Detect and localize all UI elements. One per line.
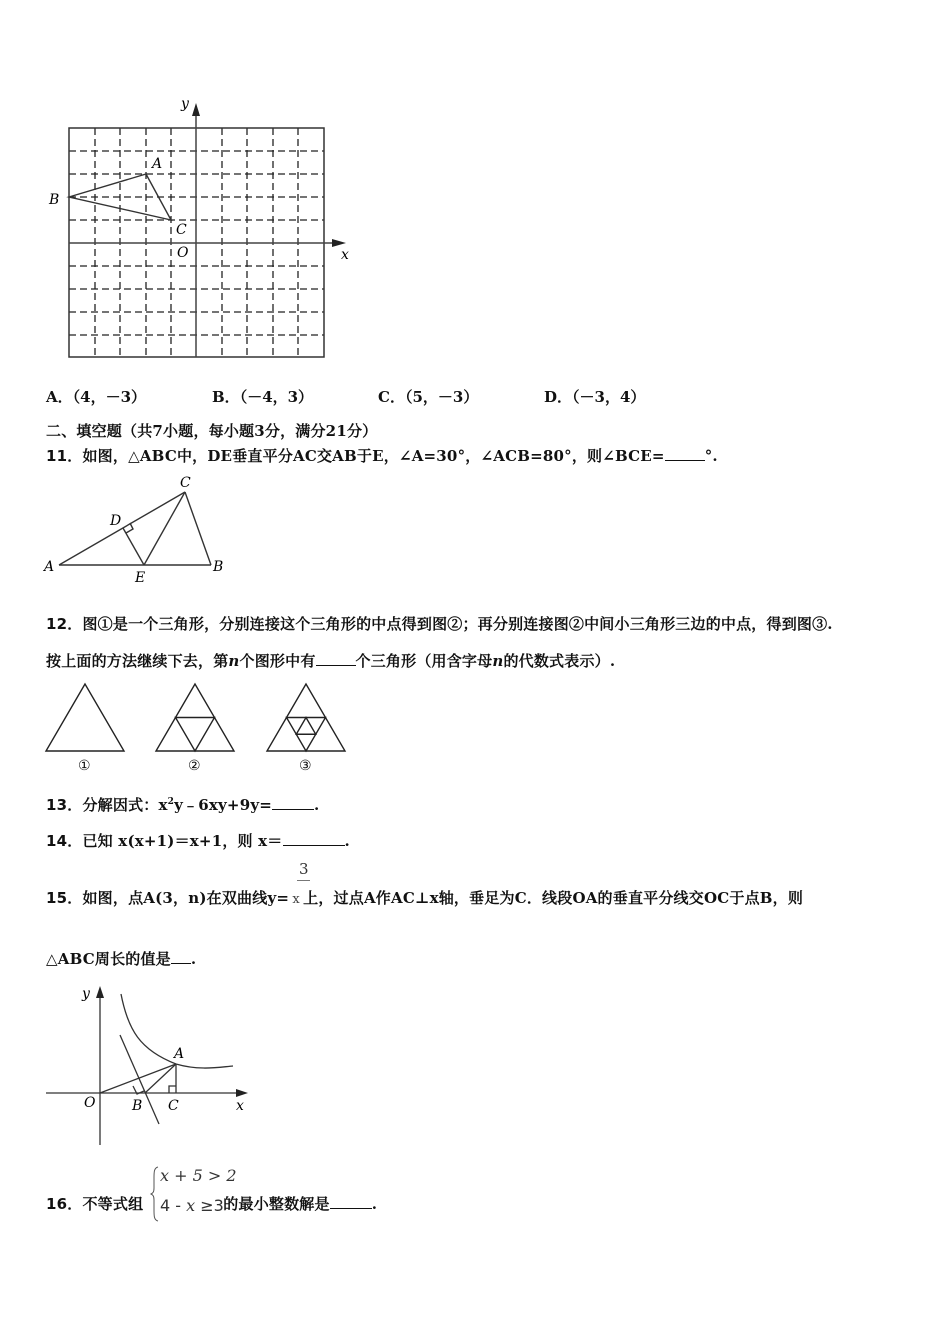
q16-inequality-1: x + 5 > 2 <box>160 1166 237 1185</box>
triangle-figure-1 <box>46 684 124 751</box>
question-16: 16．不等式组 的最小整数解是 . <box>46 1195 378 1213</box>
q10-option-d[interactable]: D．（－3，4） <box>544 388 646 406</box>
question-12-line-2: 按上面的方法继续下去，第n个图形中有 个三角形（用含字母n的代数式表示）. <box>46 652 616 670</box>
svg-text:x: x <box>236 1098 244 1114</box>
q15-answer-blank[interactable] <box>171 949 191 964</box>
q10-coordinate-grid-figure <box>40 90 360 370</box>
section-title-fill-in-blank: 二、填空题（共7小题，每小题3分，满分21分） <box>46 422 378 440</box>
question-14: 14．已知 x(x+1)＝x+1，则 x＝ . <box>46 832 350 850</box>
q16-inequality-2: 4 - x ≥3 <box>160 1196 224 1215</box>
figure-caption-2: ② <box>188 758 201 774</box>
q11-triangle-figure <box>40 470 240 590</box>
svg-text:A: A <box>174 1046 185 1062</box>
svg-text:y: y <box>82 986 90 1002</box>
svg-text:A: A <box>44 559 55 575</box>
q15-fraction-numerator: 3 <box>299 860 309 878</box>
q15-fraction-bar <box>297 880 310 881</box>
q10-option-b[interactable]: B．（－4，3） <box>212 388 314 406</box>
figure-caption-1: ① <box>78 758 91 774</box>
q12-triangle-figures <box>40 680 360 760</box>
svg-text:O: O <box>84 1095 96 1111</box>
svg-text:D: D <box>110 513 122 529</box>
svg-text:B: B <box>213 559 224 575</box>
q13-answer-blank[interactable] <box>272 795 314 810</box>
q12-answer-blank[interactable] <box>316 651 356 666</box>
q11-answer-blank[interactable] <box>665 446 705 461</box>
q10-option-a[interactable]: A．（4，－3） <box>46 388 147 406</box>
q14-answer-blank[interactable] <box>283 831 345 846</box>
svg-text:C: C <box>176 222 187 238</box>
svg-text:y: y <box>181 96 189 112</box>
q10-option-c[interactable]: C．（5，－3） <box>378 388 479 406</box>
svg-text:B: B <box>49 192 60 208</box>
question-15: 15．如图，点A(3，n)在双曲线y= x 上，过点A作AC⊥x轴，垂足为C．线段OA的垂直平分线交OC于点B，则 <box>46 889 804 907</box>
svg-text:E: E <box>135 570 146 586</box>
figure-caption-3: ③ <box>299 758 312 774</box>
question-15-line-2: △ABC周长的值是 . <box>46 950 197 968</box>
q16-answer-blank[interactable] <box>330 1194 372 1209</box>
svg-text:x: x <box>341 247 349 263</box>
question-11: 11．如图，△ABC中，DE垂直平分AC交AB于E，∠A=30°，∠ACB=80°，则∠BCE= °. <box>46 447 718 465</box>
svg-text:C: C <box>168 1098 179 1114</box>
svg-text:O: O <box>177 245 189 261</box>
svg-text:A: A <box>152 156 163 172</box>
svg-text:B: B <box>132 1098 143 1114</box>
q15-hyperbola-figure <box>40 980 260 1150</box>
svg-text:C: C <box>180 475 191 491</box>
question-13: 13．分解因式：$x^2y﹣6xy+9y=$ . <box>46 796 320 814</box>
question-12-line-1: 12．图①是一个三角形，分别连接这个三角形的中点得到图②；再分别连接图②中间小三角形三边的中点，得到图③. <box>46 615 833 633</box>
